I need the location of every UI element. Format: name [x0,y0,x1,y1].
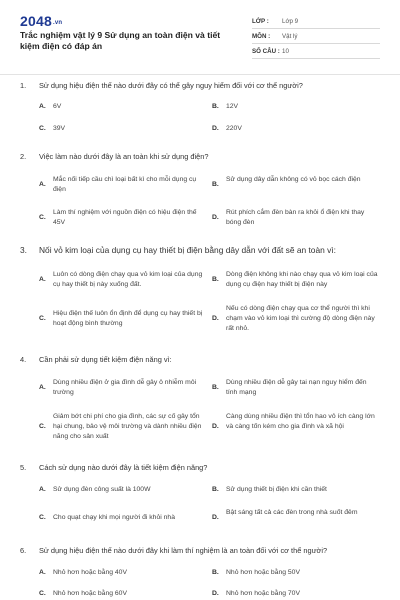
option-text: Sử dụng thiết bị điện khi cần thiết [226,486,327,493]
option-text: Dùng nhiều điện ở gia đình dễ gây ô nhiễm môi trường [53,379,197,396]
option-text: Sử dụng dây dẫn không có vỏ bọc cách điện [226,176,361,183]
option-letter: B. [212,103,219,110]
meta-row-subject [252,29,380,44]
option-text: 39V [53,125,66,132]
question-stem: Cách sử dụng nào dưới đây là tiết kiệm điện năng? [39,463,208,472]
option-letter: C. [39,590,46,597]
question-text [20,245,380,255]
option-letter: B. [212,384,219,391]
option-text: Bật sáng tất cả các đèn trong nhà suốt đêm [226,509,358,516]
option-text: Nhỏ hơn hoặc bằng 50V [226,569,300,576]
meta-key: SỐ CÂU : [252,48,280,55]
option-letter: A. [39,103,46,110]
meta-key: MÔN : [252,33,271,40]
question-stem: Nối vỏ kim loại của dụng cụ hay thiết bị điện bằng dây dẫn với đất sẽ an toàn vì: [39,245,336,255]
option-letter: D. [212,125,219,132]
question-number: 5. [20,463,27,472]
meta-value: Vật lý [282,33,298,40]
question-number: 3. [20,245,27,255]
question-stem: Sử dụng hiệu điện thế nào dưới đây khi làm thí nghiệm là an toàn đối với cơ thể người? [39,546,328,555]
meta-table [252,14,380,59]
option-text: Hiệu điện thế luôn ổn định để dụng cụ hay thiết bị hoạt động bình thường [53,310,203,327]
option-text: Rút phích cắm đèn bàn ra khỏi ổ điện khi thay bóng đèn [226,209,365,226]
page-header [0,0,400,68]
option-letter: A. [39,276,46,283]
option-text: Dòng điện không khi nào chạy qua vỏ kim loại của dụng cụ điện hay thiết bị điện này [226,271,378,288]
option-letter: A. [39,486,46,493]
option-text: 220V [226,125,242,132]
option-letter: B. [212,276,219,283]
option-text: Nhỏ hơn hoặc bằng 70V [226,590,300,597]
option-letter: D. [212,514,219,521]
option-text: Luôn có dòng điện chạy qua vỏ kim loại của dụng cụ hay thiết bị này xuống đất. [53,271,203,288]
meta-row-class [252,14,380,29]
option-text: Cho quạt chạy khi mọi người đi khỏi nhà [53,514,175,521]
option-text: 6V [53,103,62,110]
option-text: Dùng nhiều điện dễ gây tai nạn nguy hiểm đến tính mạng [226,379,367,396]
option-text: Giảm bớt chi phí cho gia đình, các sự cố gây tổn hại chung, bảo vệ môi trường và dành nhiều điện năng cho sản xuất [53,413,202,440]
question-text [20,81,380,91]
option-letter: C. [39,423,46,430]
question-text [20,546,380,556]
meta-value: Lớp 9 [282,18,299,25]
option-letter: D. [212,590,219,597]
question-number: 2. [20,152,27,161]
option-text: Nếu có dòng điện chạy qua cơ thể người thì khi chạm vào vỏ kim loại thì cường độ dòng điện này rất nhỏ. [226,305,375,332]
logo-text: 2048 [20,13,52,29]
question-text [20,463,380,473]
option-letter: C. [39,125,46,132]
meta-value: 10 [282,48,289,55]
question-stem: Sử dụng hiệu điện thế nào dưới đây có thể gây nguy hiểm đối với cơ thể người? [39,81,303,90]
question-text [20,152,380,162]
option-text: Nhỏ hơn hoặc bằng 40V [53,569,127,576]
option-letter: B. [212,486,219,493]
option-text: 12V [226,103,239,110]
option-letter: C. [39,315,46,322]
option-letter: B. [212,181,219,188]
option-letter: A. [39,569,46,576]
option-letter: D. [212,423,219,430]
option-text: Nhỏ hơn hoặc bằng 60V [53,590,127,597]
question-stem: Việc làm nào dưới đây là an toàn khi sử dụng điện? [39,152,209,161]
question-text [20,355,380,365]
option-letter: A. [39,384,46,391]
logo-tld: .vn [52,20,63,26]
meta-row-count [252,44,380,59]
question-number: 1. [20,81,27,90]
page-title: Trắc nghiệm vật lý 9 Sử dụng an toàn điện và tiết kiệm điện có đáp án [20,30,221,51]
option-text: Sử dụng đèn công suất là 100W [53,486,151,493]
option-letter: C. [39,214,46,221]
site-logo[interactable] [20,13,62,29]
option-letter: B. [212,569,219,576]
question-number: 6. [20,546,27,555]
option-text: Làm thí nghiệm với nguồn điện có hiệu điện thế 45V [53,209,197,226]
meta-key: LỚP : [252,18,269,25]
header-divider [0,74,400,75]
option-text: Mắc nối tiếp cầu chì loại bất kì cho mỗi dụng cụ điện [53,176,197,193]
option-letter: C. [39,514,46,521]
option-letter: D. [212,315,219,322]
option-letter: A. [39,181,46,188]
question-stem: Cần phải sử dụng tiết kiệm điện năng vì: [39,355,172,364]
option-text: Càng dùng nhiều điện thì tổn hao vô ích càng lớn và càng tốn kém cho gia đình và xã hội [226,413,375,430]
option-letter: D. [212,214,219,221]
question-number: 4. [20,355,27,364]
